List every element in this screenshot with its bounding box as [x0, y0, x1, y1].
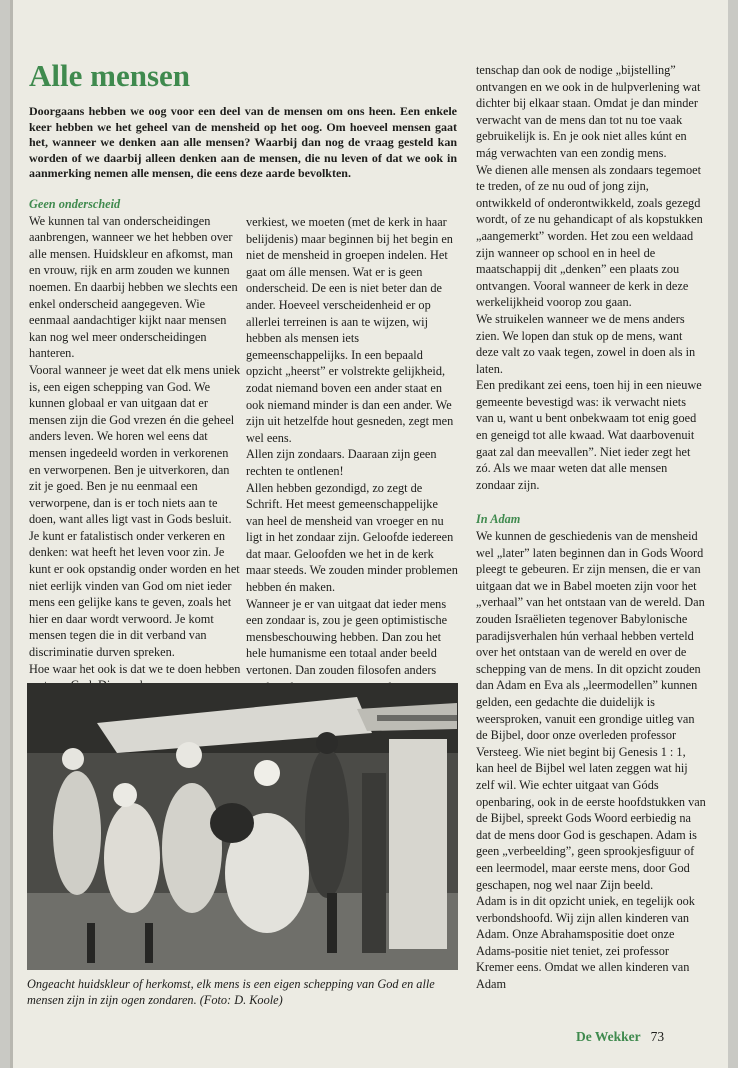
paragraph: tenschap dan ook de nodige „bijstelling” ontvangen en we ook in de hulpverlening wat dichter bij elkaar staan. Omdat je dan minder verwacht van de mens dan tot nu toe vaak gebruikelijk is. En je ook niet alles kúnt en mág verwachten van een zondig mens. — [476, 63, 701, 160]
paragraph: Een predikant zei eens, toen hij in een nieuwe gemeente bevestigd was: ik verwacht niets van u, want u bent onbekwaam tot enig goed en geneigd tot alle kwaad. Wat daarbovenuit gaat zal dan meevallen”. Niet ieder zegt het zó. Als we maar weten dat alle mensen zondaar zijn. — [476, 378, 702, 492]
paragraph: We dienen alle mensen als zondaars tegemoet te treden, of ze nu oud of jong zijn, ontwikkeld of onderontwikkeld, zoals gezegd wordt, of ze nu gehandicapt of als kopstukken „aangemerkt” worden. Het zou een weldaad zijn wanneer op school en in heel de maatschappij dit „denken” een plaats zou ontvangen. Vooral wanneer de kerk in deze werkelijkheid voorop zou gaan. — [476, 162, 703, 310]
paragraph: We struikelen wanneer we de mens anders zien. We lopen dan stuk op de mens, want deze valt zo vaak tegen, zowel in doen als in laten. — [476, 311, 696, 376]
page-footer — [576, 1029, 664, 1045]
section-heading-in-adam: In Adam — [476, 512, 521, 527]
magazine-page — [10, 0, 728, 1068]
paragraph: Adam is in dit opzicht uniek, en tegelijk ook verbondshoofd. Wij zijn allen kinderen van Adam. Onze Abrahamspositie doet onze Adams-positie niet teniet, zei professor Kremer eens. Omdat we allen kinderen van Adam — [476, 894, 695, 992]
paragraph: We kunnen de geschiedenis van de mensheid wel „later” laten beginnen dan in Gods Woord pleegt te gebeuren. Er zijn mensen, die er van uitgaan dat we in Babel moeten zijn voor het „verhaal” van het ontstaan van de wereld. Dan zouden Israëlieten tegenover Babylonische paradijsverhalen hún verhaal hebben verteld over het ontstaan van de wereld en over de schepping van de mens. In dit opzicht zouden dan Adam en Eva als „leermodellen” kunnen gelden, een gedachte die duidelijk is weersproken, vanuit een grondige uitleg van de Bijbel, door onze overleden professor Versteeg. Wie niet begint bij Genesis 1 : 1, kan heel de Bijbel wel laten zeggen wat hij zelf wil. Wie echter uitgaat van Góds openbaring, ook in de eerste hoofdstukken van de Bijbel, spreekt Gods Woord eerbiedig na dat de mens door God is geschapen. Adam is geen „verbeelding”, geen sprookjesfiguur of een leermodel, maar eerste mens, door God geschapen, nog wel naar Zijn beeld. — [476, 529, 706, 892]
article-title: Alle mensen — [29, 58, 191, 93]
section-heading-geen-onderscheid: Geen onderscheid — [29, 197, 121, 211]
page-number: 73 — [650, 1029, 665, 1044]
dancers-photo — [27, 683, 458, 970]
magazine-name: De Wekker — [576, 1029, 641, 1044]
paragraph: Wanneer je er van uitgaat dat ieder mens een zondaar is, zou je geen optimistische mensbeschouwing hebben. Dan zou het hele humanisme een totaal ander beeld vertonen. Dan zouden filosofen anders — [246, 596, 448, 678]
paragraph: Allen hebben gezondigd, zo zegt de Schrift. Het meest gemeenschappelijke van heel de mensheid van vroeger en nu ligt in het zondaar zijn. Geloofde iedereen dat maar. Geloofden we het in de kerk maar steeds. We zouden minder problemen hebben én maken. — [246, 480, 458, 595]
text-column-1 — [29, 196, 241, 694]
photo-caption: Ongeacht huidskleur of herkomst, elk mens is een eigen schepping van God en alle mensen zijn in zijn ogen zondaren. (Foto: D. Koole) — [27, 977, 435, 1007]
paragraph: We kunnen tal van onderscheidingen aanbrengen, wanneer we het hebben over alle mensen. Huidskleur en afkomst, man en vrouw, rijk en arm zouden we kunnen noemen. En daarbij hebben we slechts een enkel onderscheid aangegeven. Wie eenmaal aandachtiger kijkt naar mensen kan nog wel meer onderscheidingen hanteren. — [29, 213, 238, 361]
page-edge — [10, 0, 13, 1068]
article-intro: Doorgaans hebben we oog voor een deel van de mensen om ons heen. Een enkele keer hebben we het geheel van de mensheid op het oog. Om hoeveel mensen gaat het, wanneer we denken aan alle mensen? Waarbij dan nog de vraag gesteld kan worden of we daarbij alleen denken aan de mensen, die nu leven of dat we ook in aanmerking nemen alle mensen, die eens deze aarde bevolkten. — [29, 104, 457, 181]
photo-illustration — [27, 683, 458, 970]
paragraph: Vooral wanneer je weet dat elk mens uniek is, een eigen schepping van God. We kunnen globaal er van uitgaan dat er mensen zijn die God vrezen én die geheel anders leven. We horen wel eens dat mensen ingedeeld worden in verkorenen en verworpenen. Ben je uitverkoren, dan zit je goed. Ben je nu eenmaal een verworpene, dan is er toch niets aan te doen, want alles ligt vast in Gods besluit. Je kunt er fatalistisch onder verkeren en denken: wat heeft het leven voor zin. Je kunt er ook opstandig onder worden en het niet eerlijk vinden van God om niet ieder mens een gelijke kans te geven, zoals het hier en daar wordt verwoord. Je komt mensen tegen die in dit verband van discriminatie durven spreken. — [29, 362, 241, 660]
paragraph: verkiest, we moeten (met de kerk in haar belijdenis) maar beginnen bij het begin en niet de mensheid in groepen indelen. Het gaat om álle mensen. Wat er is geen onderscheid. De een is niet beter dan de ander. Hoeveel verscheidenheid er op allerlei terreinen is aan te wijzen, wij hebben als mensen iets gemeenschappelijks. In een bepaald opzicht „heerst” er volstrekte gelijkheid, zodat niemand boven een ander staat en ook niemand minder is dan een ander. We zijn uit hetzelfde hout gesneden, zegt men wel eens. — [246, 215, 454, 445]
paragraph: Hoe waar het ook is dat we te doen hebben — [29, 661, 241, 676]
text-column-3 — [476, 62, 706, 993]
paragraph: Allen zijn zondaars. Daaraan zijn geen rechten te ontlenen! — [246, 447, 437, 478]
text-column-2 — [246, 214, 458, 728]
